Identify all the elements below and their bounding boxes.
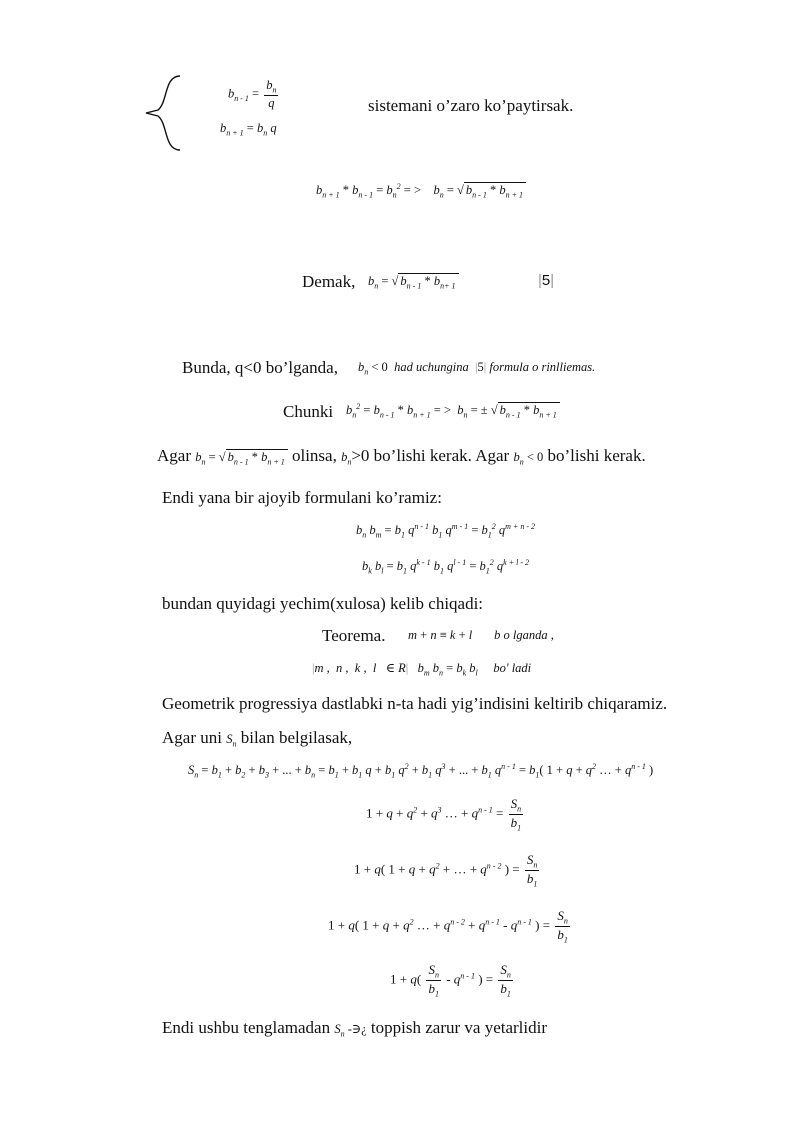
teorema-cond: |m , n , k , l ∈ R| $b_m$ $b_n = b_k$ $b_l$ bo' ladi <box>312 661 532 678</box>
teorema-label: Teorema. <box>322 626 386 645</box>
sn-sum-eq: $S_n = b_1 + b_2 + b_3$ + ... + $b_n = b_1 + b_1$ $q + b_1$ $q^2 + b_1$ $q^3$ + ... + $b_1$ $q^{n - 1} = b_1$( $1 + q + q^2$ … + $q^{n - 1}$ ) <box>188 762 654 780</box>
endi-text-1: Endi yana bir ajoyib formulani ko’ramiz: <box>162 488 442 507</box>
bundan-text: bundan quyidagi yechim(xulosa) kelib chiqadi: <box>162 594 484 613</box>
system-eq-1: $b_{n - 1}$ = $\frac{b_n}{q}$ <box>228 78 277 111</box>
chunki-label: Chunki <box>283 402 334 421</box>
demak-eq: $b_n$ = √ $b_{n - 1} * b_{n+ 1}$ <box>368 274 459 291</box>
step-eq-4: 1 + q( $\frac{S_n}{b_1}$ - $q^{n - 1}$ ) = $\frac{S_n}{b_1}$ <box>390 962 511 999</box>
teorema-eq: m + n ≡ k + l b o lganda , <box>408 628 554 642</box>
eq-number-5: |5| <box>538 272 555 289</box>
geom-text: Geometrik progressiya dastlabki n-ta hadi yig’indisini keltirib chiqaramiz. <box>162 694 668 713</box>
agar-line: Agar $b_n$ = √ $b_{n - 1} * b_{n + 1}$ olinsa, $b_n>0$ bo’lishi kerak. Agar $b_n < 0$ bo’lishi kerak. <box>157 446 646 467</box>
step-eq-3: 1 + q( $1 + q + q^2$ … + $q^{n - 2} + q^{n - 1} - q^{n - 1}$ ) = $\frac{S_n}{b_1}$ <box>328 908 568 945</box>
bn-bm-eq: $b_n$ $b_m = b_1$ $q^{n - 1}$ $b_1$ $q^{m - 1} = b_1^2$ $q^{m + n - 2}$ <box>356 522 535 540</box>
agar-uni-line: Agar uni $S_n$ bilan belgilasak, <box>162 728 353 749</box>
bunda-math: $b_n < 0$ had uchungina |5| formula o rinlliemas. <box>358 360 596 377</box>
bunda-text: Bunda, q<0 bo’lganda, <box>182 358 338 377</box>
chunki-eq: $b_n^2 = b_{n - 1} * b_{n + 1}$ = > $b_n$ = ± √ $b_{n - 1} * b_{n + 1}$ <box>346 402 560 420</box>
product-eq: $b_{n + 1} * b_{n - 1} = b_n^2$ = > $b_n$ = √ $b_{n - 1} * b_{n + 1}$ <box>316 182 526 200</box>
step-eq-2: 1 + q( $1 + q + q^2$ + … + $q^{n - 2}$ ) = $\frac{S_n}{b_1}$ <box>354 852 538 889</box>
curly-brace <box>140 72 182 154</box>
endi-text-2: Endi ushbu tenglamadan $S_n$ -∋¿ toppish zarur va yetarlidir <box>162 1018 547 1039</box>
system-text: sistemani o’zaro ko’paytirsak. <box>368 96 574 115</box>
demak-label: Demak, <box>302 272 356 291</box>
system-eq-2: $b_{n + 1} = b_n$ q <box>220 121 277 138</box>
step-eq-1: $1 + q + q^2 + q^3$ … + $q^{n - 1}$ = $\frac{S_n}{b_1}$ <box>366 796 522 833</box>
bk-bl-eq: $b_k$ $b_l = b_1$ $q^{k - 1}$ $b_1$ $q^{l - 1} = b_1^2$ $q^{k + l - 2}$ <box>362 558 529 576</box>
